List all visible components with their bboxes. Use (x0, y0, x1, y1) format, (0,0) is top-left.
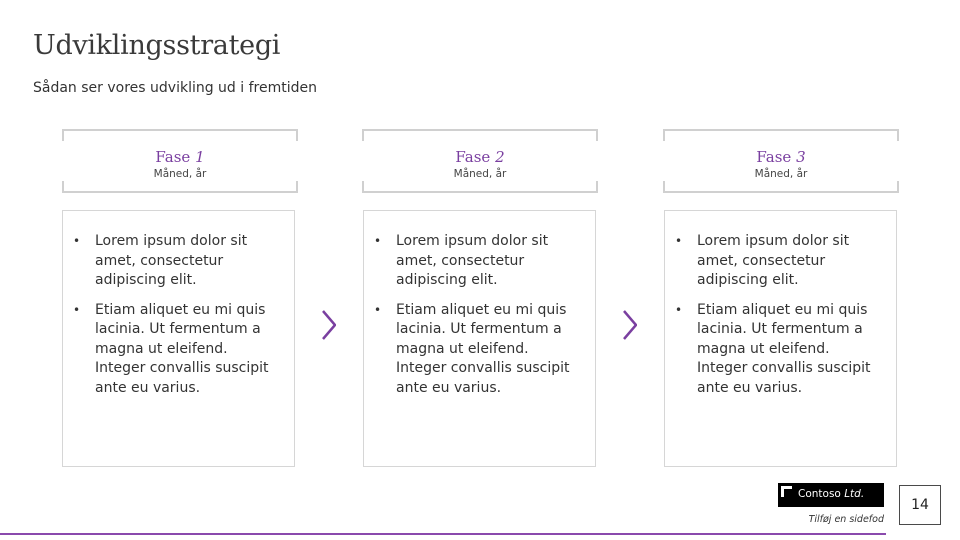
bracket-top (362, 129, 598, 141)
bottom-rule (0, 533, 886, 535)
phase-header-3 (663, 129, 899, 193)
bullet-icon: • (374, 234, 382, 248)
bracket-bottom (62, 181, 298, 193)
bullet-list (675, 232, 884, 408)
bracket-top (62, 129, 298, 141)
list-item: • Etiam aliquet eu mi quis lacinia. Ut fermentum a magna ut eleifend. Integer convallis suscipit ante eu varius. (675, 301, 871, 396)
footer-text: Tilføj en sidefod (808, 514, 884, 525)
phase-label: Fase (756, 148, 792, 166)
logo-suffix: Ltd. (844, 488, 865, 500)
phase-header-1 (62, 129, 298, 193)
list-item: • Lorem ipsum dolor sit amet, consectetur adipiscing elit. (675, 233, 850, 288)
company-logo (778, 483, 884, 507)
phase-title (362, 148, 598, 166)
phase-card-2 (363, 210, 596, 467)
phase-title (62, 148, 298, 166)
list-item: • Lorem ipsum dolor sit amet, consectetur adipiscing elit. (73, 233, 248, 288)
bullet-icon: • (374, 302, 382, 317)
bullet-icon: • (73, 234, 81, 248)
phase-number: 3 (796, 148, 806, 166)
chevron-right-icon (322, 310, 336, 340)
phase-label: Fase (455, 148, 491, 166)
phase-date: Måned, år (153, 168, 207, 180)
bullet-icon: • (675, 302, 683, 317)
bullet-list (374, 232, 583, 408)
phase-date: Måned, år (453, 168, 507, 180)
page-number: 14 (899, 485, 941, 525)
logo-name: Contoso (798, 488, 841, 500)
bullet-icon: • (675, 234, 683, 248)
logo-text (798, 488, 864, 500)
list-item: • Etiam aliquet eu mi quis lacinia. Ut fermentum a magna ut eleifend. Integer convallis suscipit ante eu varius. (374, 301, 570, 396)
bullet-list (73, 232, 282, 408)
bracket-top (663, 129, 899, 141)
slide-title: Udviklingsstrategi (33, 30, 281, 61)
phase-number: 1 (195, 148, 205, 166)
list-item: • Etiam aliquet eu mi quis lacinia. Ut fermentum a magna ut eleifend. Integer convallis suscipit ante eu varius. (73, 301, 269, 396)
phase-date: Måned, år (754, 168, 808, 180)
phase-card-1 (62, 210, 295, 467)
chevron-right-icon (623, 310, 637, 340)
phase-number: 2 (495, 148, 505, 166)
bracket-bottom (362, 181, 598, 193)
list-item: • Lorem ipsum dolor sit amet, consectetur adipiscing elit. (374, 233, 549, 288)
bullet-icon: • (73, 302, 81, 317)
logo-corner-icon (781, 486, 792, 497)
phase-card-3 (664, 210, 897, 467)
phase-header-2 (362, 129, 598, 193)
bracket-bottom (663, 181, 899, 193)
slide-subtitle: Sådan ser vores udvikling ud i fremtiden (33, 80, 317, 96)
phase-label: Fase (155, 148, 191, 166)
phase-title (663, 148, 899, 166)
